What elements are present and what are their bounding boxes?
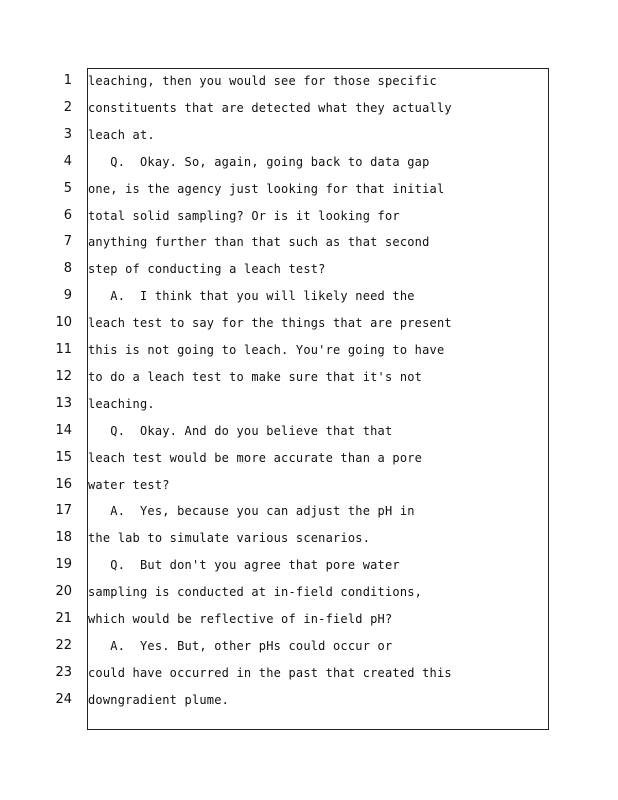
transcript-line xyxy=(0,609,618,629)
line-number: 11 xyxy=(55,342,72,357)
transcript-line xyxy=(0,125,618,145)
line-text: sampling is conducted at in-field conditions, xyxy=(88,585,423,600)
line-number: 7 xyxy=(63,234,72,250)
transcript-line xyxy=(0,179,618,199)
line-text: constituents that are detected what they actually xyxy=(88,100,452,115)
line-number: 4 xyxy=(63,153,72,169)
transcript-line xyxy=(0,98,618,118)
line-text: Q. Okay. So, again, going back to data gap xyxy=(88,154,430,169)
line-text: leach test would be more accurate than a pore xyxy=(88,450,423,465)
line-text: anything further than that such as that second xyxy=(88,235,430,250)
transcript-line xyxy=(0,690,618,710)
line-number: 5 xyxy=(63,180,72,196)
line-number: 3 xyxy=(63,126,72,142)
line-number: 14 xyxy=(55,422,72,438)
transcript-line xyxy=(0,313,618,333)
line-number: 19 xyxy=(55,557,72,573)
transcript-line xyxy=(0,394,618,414)
line-text: to do a leach test to make sure that it's not xyxy=(88,369,423,384)
line-text: step of conducting a leach test? xyxy=(88,262,326,277)
line-text: Q. Okay. And do you believe that that xyxy=(88,423,393,438)
line-text: which would be reflective of in-field pH? xyxy=(88,612,393,626)
line-number: 2 xyxy=(63,99,72,115)
line-number: 1 xyxy=(63,73,72,88)
line-text: the lab to simulate various scenarios. xyxy=(88,531,371,546)
line-number: 9 xyxy=(63,288,72,304)
line-number: 8 xyxy=(63,261,72,277)
transcript-line xyxy=(0,582,618,602)
line-text: total solid sampling? Or is it looking for xyxy=(88,208,400,223)
line-number: 12 xyxy=(55,368,72,384)
line-text: one, is the agency just looking for that initial xyxy=(88,181,445,196)
transcript-line xyxy=(0,555,618,575)
line-number: 15 xyxy=(55,449,72,465)
line-number: 16 xyxy=(55,476,72,492)
line-number: 21 xyxy=(55,611,72,626)
line-text: this is not going to leach. You're going to have xyxy=(88,343,445,357)
line-text: water test? xyxy=(88,477,170,492)
transcript-line xyxy=(0,286,618,306)
transcript-line xyxy=(0,232,618,252)
line-number: 18 xyxy=(55,530,72,546)
line-number: 24 xyxy=(55,691,72,707)
transcript-line xyxy=(0,71,618,91)
transcript-line xyxy=(0,636,618,656)
transcript-line xyxy=(0,448,618,468)
line-text: A. Yes. But, other pHs could occur or xyxy=(88,638,393,653)
line-text: leaching, then you would see for those specific xyxy=(88,74,437,88)
line-number: 6 xyxy=(63,207,72,223)
line-text: A. I think that you will likely need the xyxy=(88,289,415,304)
transcript-line xyxy=(0,501,618,521)
transcript-line xyxy=(0,475,618,495)
transcript-line xyxy=(0,367,618,387)
line-text: Q. But don't you agree that pore water xyxy=(88,558,400,573)
transcript-line xyxy=(0,340,618,360)
line-text: A. Yes, because you can adjust the pH in xyxy=(88,504,415,519)
transcript-line xyxy=(0,152,618,172)
transcript-line xyxy=(0,206,618,226)
line-text: leaching. xyxy=(88,396,155,411)
line-number: 13 xyxy=(55,395,72,411)
transcript-line xyxy=(0,528,618,548)
line-number: 17 xyxy=(55,503,72,519)
line-number: 10 xyxy=(55,315,72,331)
line-number: 23 xyxy=(55,664,72,680)
transcript-line xyxy=(0,259,618,279)
transcript-line xyxy=(0,421,618,441)
line-text: leach at. xyxy=(88,127,155,142)
transcript-line xyxy=(0,663,618,683)
line-number: 22 xyxy=(55,637,72,653)
line-text: could have occurred in the past that created this xyxy=(88,665,452,680)
line-number: 20 xyxy=(55,584,72,600)
line-text: downgradient plume. xyxy=(88,692,230,707)
line-text: leach test to say for the things that are present xyxy=(88,316,452,331)
